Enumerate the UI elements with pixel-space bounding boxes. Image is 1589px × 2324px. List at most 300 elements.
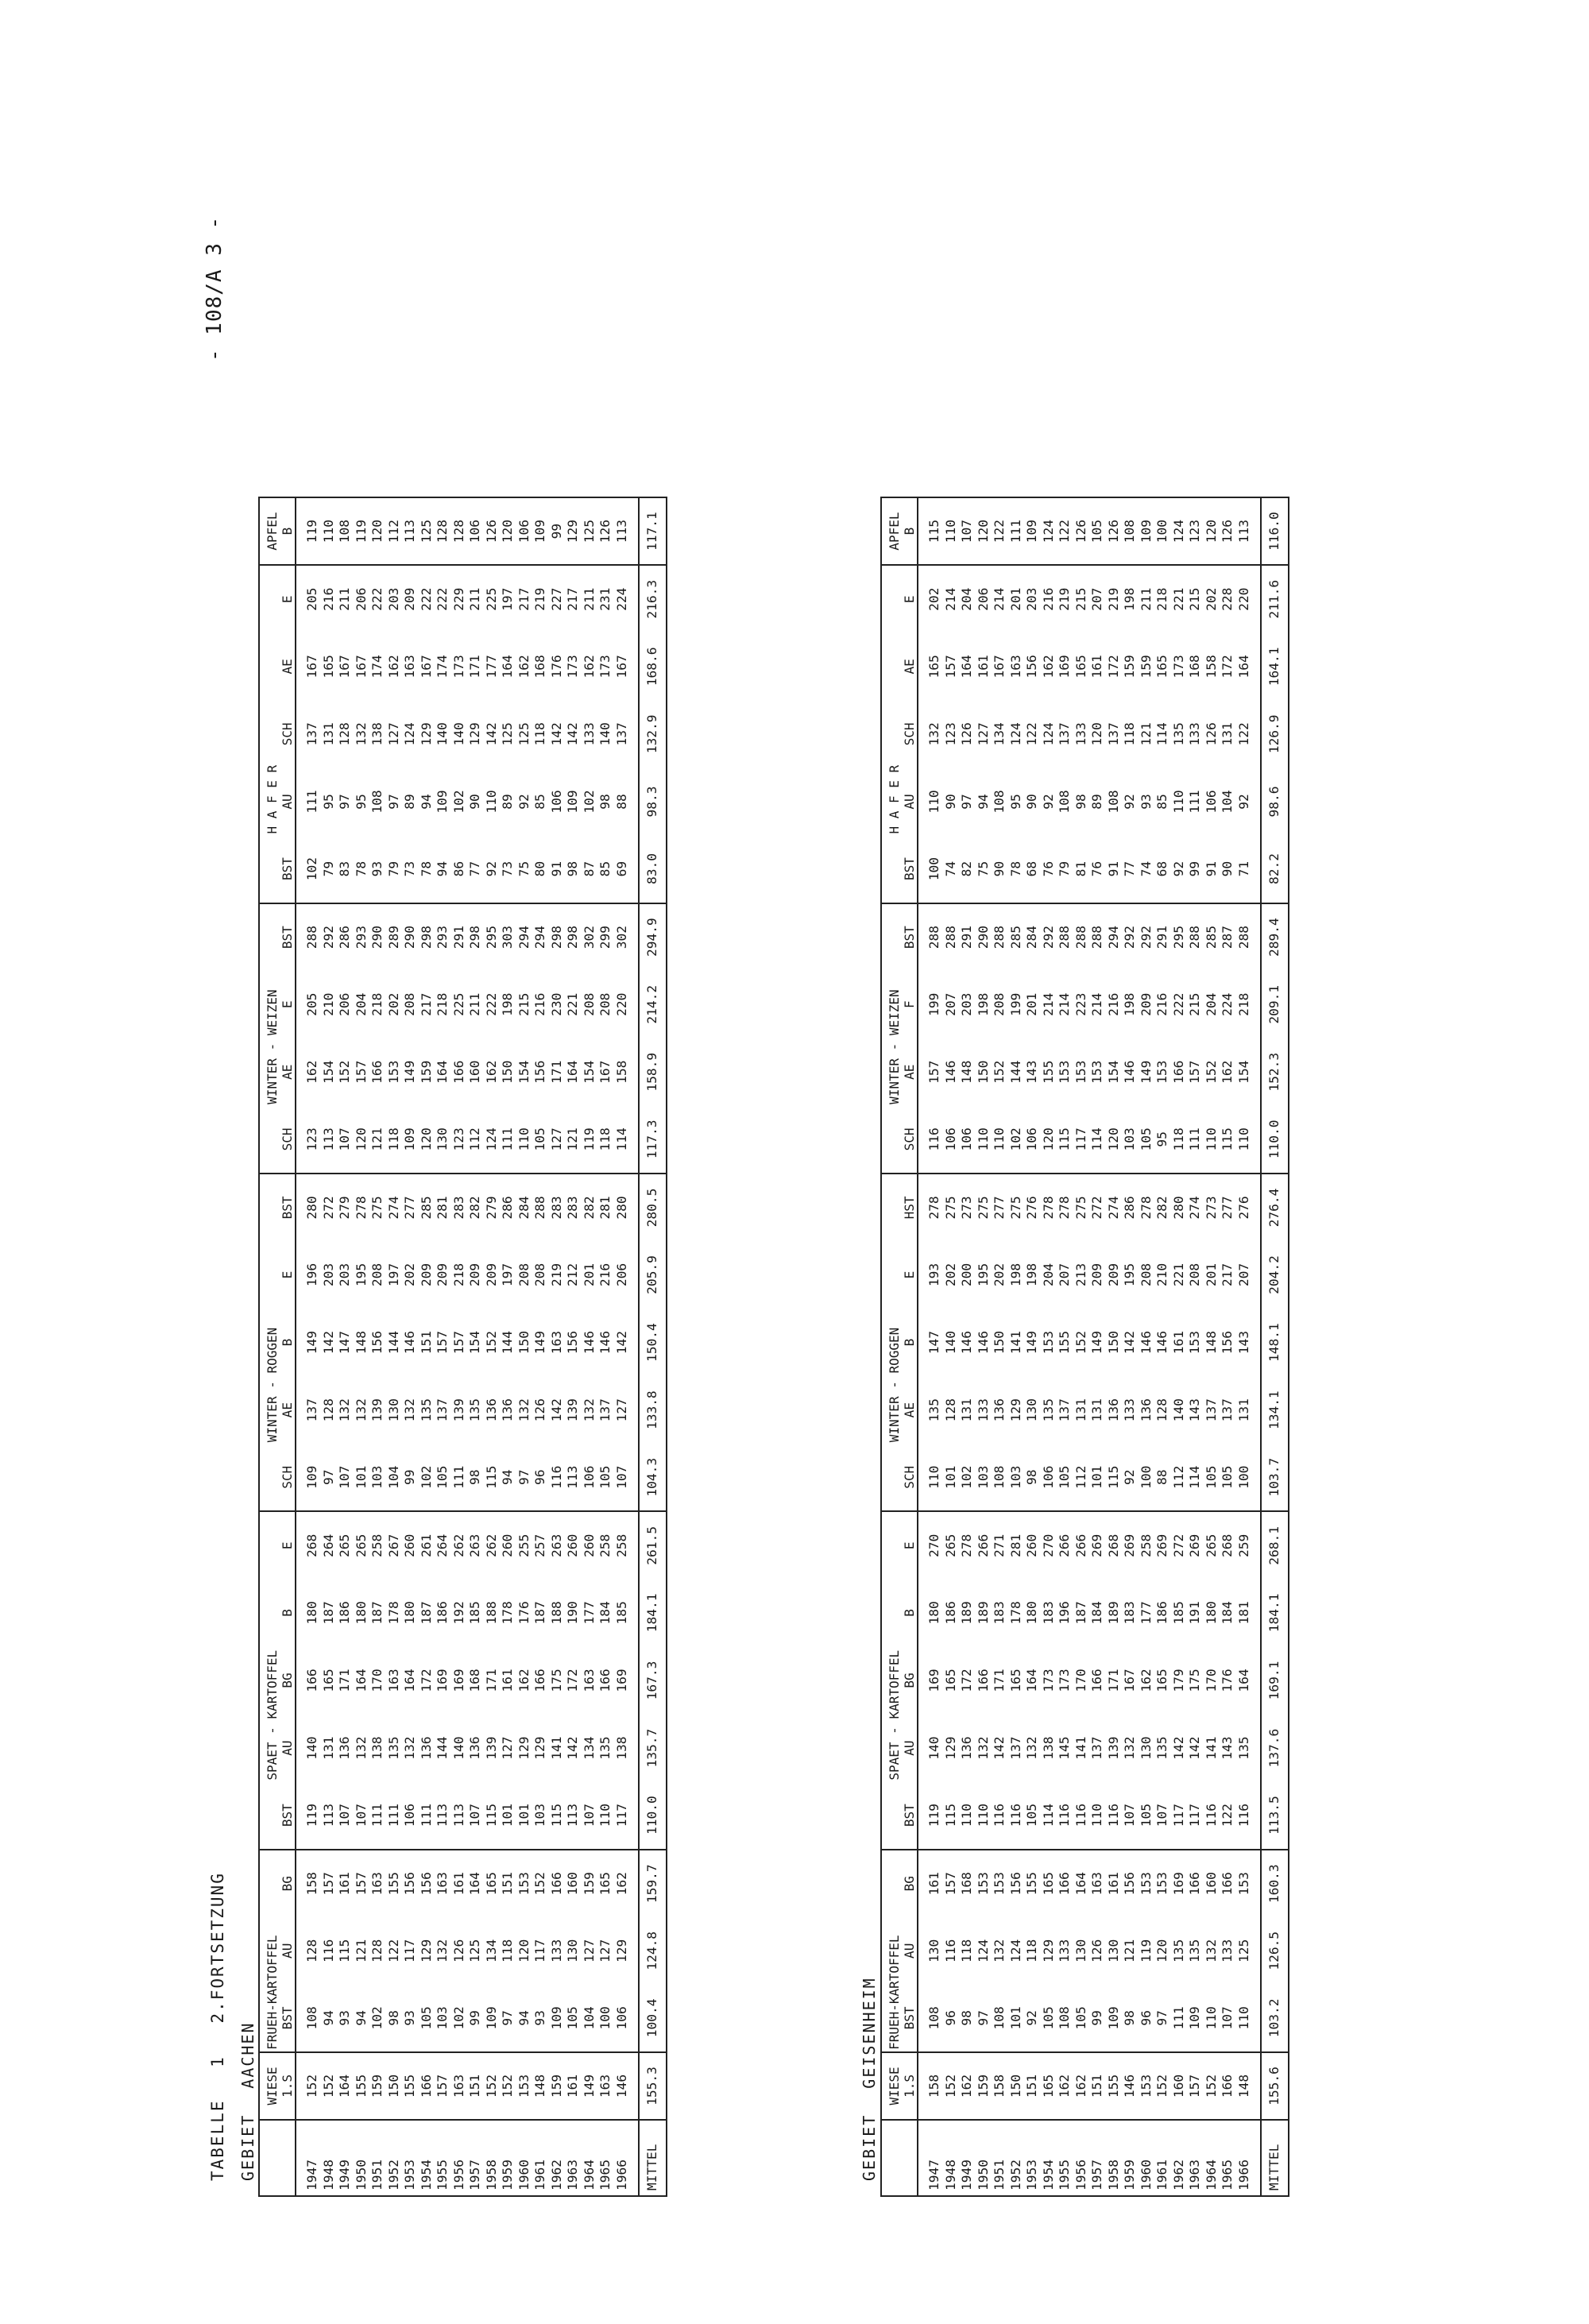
- year-cell: 1948: [943, 2120, 960, 2196]
- value-cell: 270: [1040, 1533, 1056, 1557]
- value-cell: 155: [402, 2052, 419, 2120]
- value-cell: 274: [385, 1196, 401, 1220]
- value-cell: 128: [942, 1398, 958, 1422]
- value-cell: 283: [450, 1196, 466, 1220]
- value-cell: 201: [1024, 992, 1039, 1016]
- year-cell: 1962: [1171, 2120, 1188, 2196]
- value-cell: 140: [450, 722, 466, 746]
- value-cell: 123: [942, 722, 958, 746]
- column-group-label: [887, 1580, 902, 1645]
- value-cell: 97: [321, 1444, 338, 1511]
- value-cell: 171: [992, 1669, 1007, 1692]
- value-cell: 209: [483, 1263, 499, 1287]
- year-cell: 1955: [435, 2120, 451, 2196]
- value-cell: 137: [304, 1398, 319, 1422]
- column-group-label: [265, 837, 280, 901]
- value-cell: 138: [1040, 1736, 1056, 1760]
- value-cell: 113: [565, 1782, 582, 1850]
- mean-value-cell: 137.6: [1261, 1715, 1289, 1782]
- value-cell: 285: [1007, 926, 1023, 949]
- value-cell: 110: [1204, 1106, 1220, 1174]
- table-row: [1089, 497, 1106, 2196]
- value-cell: 95: [1007, 794, 1023, 810]
- value-cell: 136: [418, 1736, 434, 1760]
- value-cell: 68: [1024, 836, 1041, 903]
- mean-row: [1261, 497, 1289, 2196]
- value-cell: 209: [1089, 1263, 1104, 1287]
- column-header: [881, 836, 918, 903]
- value-cell: 96: [532, 1444, 549, 1511]
- value-cell: 121: [353, 1939, 369, 1962]
- mean-value-cell: 117.3: [639, 1106, 667, 1174]
- column-sub-label: BST: [280, 1196, 295, 1220]
- value-cell: 149: [582, 2052, 598, 2120]
- value-cell: 154: [516, 1060, 532, 1084]
- value-cell: 171: [467, 655, 482, 679]
- value-cell: 151: [1089, 2052, 1106, 2120]
- value-cell: 92: [1122, 794, 1137, 810]
- value-cell: 136: [467, 1736, 482, 1760]
- value-cell: 101: [1008, 1985, 1025, 2052]
- value-cell: 139: [369, 1398, 385, 1422]
- value-cell: 133: [1057, 1939, 1072, 1962]
- value-cell: 105: [1139, 1782, 1155, 1850]
- value-cell: 161: [1089, 655, 1104, 679]
- value-cell: 187: [532, 1601, 547, 1625]
- value-cell: 99: [1089, 1985, 1106, 2052]
- mean-value-cell: 268.1: [1261, 1511, 1289, 1579]
- value-cell: 218: [435, 992, 450, 1016]
- value-cell: 195: [353, 1263, 369, 1287]
- value-cell: 130: [1138, 1736, 1154, 1760]
- value-cell: 142: [1122, 1330, 1137, 1355]
- value-cell: 136: [1105, 1398, 1121, 1422]
- column-group-label: H A F E R: [887, 764, 902, 834]
- value-cell: 174: [435, 655, 450, 679]
- value-cell: 124: [484, 1106, 501, 1174]
- mean-value-cell: 103.7: [1261, 1444, 1289, 1511]
- column-header: [881, 1106, 918, 1174]
- value-cell: 144: [1007, 1060, 1023, 1084]
- value-cell: 89: [1089, 794, 1104, 810]
- value-cell: 144: [385, 1330, 401, 1355]
- value-cell: 167: [992, 655, 1007, 679]
- value-cell: 260: [500, 1533, 515, 1557]
- value-cell: 156: [1024, 655, 1039, 679]
- value-cell: 155: [1040, 1060, 1056, 1084]
- value-cell: 136: [992, 1398, 1007, 1422]
- value-cell: 111: [1171, 1985, 1188, 2052]
- value-cell: 167: [418, 655, 434, 679]
- value-cell: 105: [1041, 1985, 1057, 2052]
- value-cell: 103: [1008, 1444, 1025, 1511]
- value-cell: 166: [1170, 1060, 1186, 1084]
- value-cell: 209: [1138, 992, 1154, 1016]
- value-cell: 108: [1105, 790, 1121, 814]
- value-cell: 98: [467, 1444, 484, 1511]
- year-cell: 1950: [354, 2120, 370, 2196]
- value-cell: 207: [1089, 587, 1104, 611]
- value-cell: 149: [1024, 1330, 1039, 1355]
- value-cell: 122: [1235, 722, 1251, 746]
- value-cell: 135: [1154, 1736, 1170, 1760]
- value-cell: 269: [1154, 1533, 1170, 1557]
- value-cell: 302: [581, 926, 597, 949]
- value-cell: 107: [337, 1106, 354, 1174]
- value-cell: 222: [1170, 992, 1186, 1016]
- value-cell: 189: [975, 1601, 991, 1625]
- value-cell: 288: [942, 926, 958, 949]
- column-group-label: [887, 1176, 902, 1239]
- value-cell: 100: [597, 1985, 614, 2052]
- value-cell: 118: [597, 1106, 614, 1174]
- value-cell: 122: [1220, 1782, 1236, 1850]
- value-cell: 201: [1007, 587, 1023, 611]
- value-cell: 278: [926, 1196, 941, 1220]
- value-cell: 217: [418, 992, 434, 1016]
- table-row: [597, 497, 614, 2196]
- table-row: [565, 497, 582, 2196]
- value-cell: 215: [1187, 587, 1202, 611]
- value-cell: 162: [516, 1669, 532, 1692]
- value-cell: 179: [1170, 1669, 1186, 1692]
- value-cell: 120: [419, 1106, 435, 1174]
- value-cell: 108: [1122, 497, 1139, 565]
- value-cell: 161: [450, 1872, 466, 1896]
- value-cell: 108: [1057, 1985, 1073, 2052]
- value-cell: 106: [516, 497, 533, 565]
- year-cell: 1947: [918, 2120, 943, 2196]
- value-cell: 175: [1187, 1669, 1202, 1692]
- value-cell: 146: [597, 1330, 613, 1355]
- value-cell: 278: [353, 1196, 369, 1220]
- table-row: [1122, 497, 1139, 2196]
- value-cell: 105: [435, 1444, 451, 1511]
- table-row: [1236, 497, 1262, 2196]
- value-cell: 137: [1203, 1398, 1219, 1422]
- value-cell: 74: [943, 836, 960, 903]
- value-cell: 269: [1089, 1533, 1104, 1557]
- mean-value-cell: 134.1: [1261, 1376, 1289, 1444]
- value-cell: 166: [597, 1669, 613, 1692]
- value-cell: 163: [369, 1872, 385, 1896]
- value-cell: 211: [581, 587, 597, 611]
- value-cell: 290: [402, 926, 417, 949]
- value-cell: 89: [402, 794, 417, 810]
- value-cell: 126: [1203, 722, 1219, 746]
- value-cell: 77: [467, 836, 484, 903]
- table-row: [1024, 497, 1041, 2196]
- table-row: [992, 497, 1008, 2196]
- value-cell: 110: [992, 1106, 1008, 1174]
- value-cell: 126: [450, 1939, 466, 1962]
- value-cell: 110: [959, 1782, 976, 1850]
- value-cell: 118: [1122, 722, 1137, 746]
- value-cell: 288: [992, 926, 1007, 949]
- year-header: [259, 2120, 296, 2196]
- value-cell: 116: [320, 1939, 336, 1962]
- year-cell: 1960: [1139, 2120, 1155, 2196]
- value-cell: 268: [304, 1533, 319, 1557]
- value-cell: 193: [926, 1263, 941, 1287]
- year-cell: 1953: [402, 2120, 419, 2196]
- value-cell: 103: [435, 1985, 451, 2052]
- value-cell: 146: [581, 1330, 597, 1355]
- value-cell: 104: [386, 1444, 403, 1511]
- value-cell: 203: [337, 1263, 352, 1287]
- value-cell: 215: [1187, 992, 1202, 1016]
- value-cell: 152: [500, 2052, 516, 2120]
- table-row: [1171, 497, 1188, 2196]
- value-cell: 177: [1138, 1601, 1154, 1625]
- column-group-label: WINTER - WEIZEN: [265, 989, 280, 1104]
- value-cell: 144: [500, 1330, 515, 1355]
- value-cell: 204: [959, 587, 974, 611]
- value-cell: 109: [1187, 1985, 1204, 2052]
- value-cell: 258: [597, 1533, 613, 1557]
- year-cell: 1955: [1057, 2120, 1073, 2196]
- value-cell: 92: [1171, 836, 1188, 903]
- mean-value-cell: 158.9: [639, 1038, 667, 1106]
- value-cell: 160: [565, 1872, 580, 1896]
- value-cell: 223: [1073, 992, 1088, 1016]
- value-cell: 115: [484, 1444, 501, 1511]
- value-cell: 94: [975, 794, 991, 810]
- column-sub-label: AE: [280, 659, 295, 675]
- year-cell: 1948: [321, 2120, 338, 2196]
- column-sub-label: SCH: [902, 722, 917, 746]
- column-header: [259, 700, 296, 768]
- value-cell: 133: [1220, 1939, 1235, 1962]
- column-sub-label: 1.S: [280, 2075, 295, 2098]
- value-cell: 150: [386, 2052, 403, 2120]
- value-cell: 166: [975, 1669, 991, 1692]
- year-cell: 1947: [296, 2120, 321, 2196]
- value-cell: 112: [1073, 1444, 1090, 1511]
- value-cell: 150: [975, 1060, 991, 1084]
- column-sub-label: AU: [902, 794, 917, 810]
- column-header: [259, 497, 296, 565]
- value-cell: 124: [1007, 722, 1023, 746]
- value-cell: 101: [354, 1444, 370, 1511]
- value-cell: 142: [992, 1736, 1007, 1760]
- value-cell: 171: [337, 1669, 352, 1692]
- column-group-label: WINTER - ROGGEN: [887, 1327, 902, 1443]
- value-cell: 118: [532, 722, 547, 746]
- value-cell: 137: [613, 722, 629, 746]
- value-cell: 110: [943, 497, 960, 565]
- value-cell: 110: [1236, 1985, 1262, 2052]
- value-cell: 150: [500, 1060, 515, 1084]
- value-cell: 282: [581, 1196, 597, 1220]
- value-cell: 170: [369, 1669, 385, 1692]
- value-cell: 291: [1154, 926, 1170, 949]
- value-cell: 129: [467, 722, 482, 746]
- column-group-label: H A F E R: [265, 764, 280, 834]
- value-cell: 120: [1154, 1939, 1170, 1962]
- value-cell: 115: [943, 1782, 960, 1850]
- value-cell: 94: [354, 1985, 370, 2052]
- value-cell: 162: [516, 655, 532, 679]
- value-cell: 164: [1073, 1872, 1088, 1896]
- value-cell: 122: [992, 497, 1008, 565]
- value-cell: 116: [1008, 1782, 1025, 1850]
- value-cell: 82: [959, 836, 976, 903]
- value-cell: 162: [304, 1060, 319, 1084]
- value-cell: 90: [992, 836, 1008, 903]
- value-cell: 166: [450, 1060, 466, 1084]
- column-header: [259, 1579, 296, 1646]
- column-sub-label: E: [902, 1541, 917, 1550]
- value-cell: 279: [483, 1196, 499, 1220]
- value-cell: 164: [402, 1669, 417, 1692]
- value-cell: 278: [1057, 1196, 1072, 1220]
- table-row: [1073, 497, 1090, 2196]
- value-cell: 101: [516, 1782, 533, 1850]
- value-cell: 116: [549, 1444, 566, 1511]
- value-cell: 165: [942, 1669, 958, 1692]
- value-cell: 219: [532, 587, 547, 611]
- value-cell: 290: [975, 926, 991, 949]
- value-cell: 152: [484, 2052, 501, 2120]
- value-cell: 113: [565, 1444, 582, 1511]
- value-cell: 255: [516, 1533, 532, 1557]
- value-cell: 157: [353, 1060, 369, 1084]
- value-cell: 185: [467, 1601, 482, 1625]
- value-cell: 131: [1073, 1398, 1088, 1422]
- value-cell: 117: [1171, 1782, 1188, 1850]
- value-cell: 120: [1041, 1106, 1057, 1174]
- value-cell: 164: [565, 1060, 580, 1084]
- value-cell: 230: [548, 992, 564, 1016]
- year-cell: 1950: [976, 2120, 992, 2196]
- value-cell: 85: [597, 836, 614, 903]
- value-cell: 149: [1138, 1060, 1154, 1084]
- value-cell: 262: [483, 1533, 499, 1557]
- value-cell: 143: [1024, 1060, 1039, 1084]
- value-cell: 126: [597, 497, 614, 565]
- value-cell: 129: [565, 497, 582, 565]
- value-cell: 274: [1105, 1196, 1121, 1220]
- value-cell: 265: [353, 1533, 369, 1557]
- value-cell: 114: [1187, 1444, 1204, 1511]
- value-cell: 294: [516, 926, 532, 949]
- mean-value-cell: 103.2: [1261, 1985, 1289, 2052]
- value-cell: 116: [1236, 1782, 1262, 1850]
- value-cell: 272: [320, 1196, 336, 1220]
- mean-value-cell: 82.2: [1261, 836, 1289, 903]
- column-group-label: [887, 1445, 902, 1509]
- value-cell: 140: [597, 722, 613, 746]
- value-cell: 125: [516, 722, 532, 746]
- value-cell: 126: [1073, 497, 1090, 565]
- value-cell: 91: [1204, 836, 1220, 903]
- column-sub-label: F: [902, 1000, 917, 1009]
- value-cell: 97: [337, 794, 352, 810]
- value-cell: 132: [337, 1398, 352, 1422]
- value-cell: 159: [369, 2052, 386, 2120]
- value-cell: 119: [1138, 1939, 1154, 1962]
- value-cell: 132: [516, 1398, 532, 1422]
- value-cell: 102: [450, 790, 466, 814]
- value-cell: 108: [992, 1985, 1008, 2052]
- value-cell: 173: [565, 655, 580, 679]
- value-cell: 166: [1220, 2052, 1236, 2120]
- value-cell: 79: [1057, 836, 1073, 903]
- value-cell: 132: [975, 1736, 991, 1760]
- value-cell: 140: [926, 1736, 941, 1760]
- year-cell: 1956: [451, 2120, 468, 2196]
- value-cell: 111: [500, 1106, 516, 1174]
- value-cell: 125: [582, 497, 598, 565]
- value-cell: 224: [613, 587, 629, 611]
- value-cell: 109: [1139, 497, 1155, 565]
- value-cell: 176: [548, 655, 564, 679]
- value-cell: 99: [1187, 836, 1204, 903]
- value-cell: 113: [321, 1106, 338, 1174]
- value-cell: 164: [467, 1872, 482, 1896]
- value-cell: 107: [959, 497, 976, 565]
- value-cell: 276: [1024, 1196, 1039, 1220]
- value-cell: 106: [582, 1444, 598, 1511]
- column-sub-label: E: [902, 595, 917, 604]
- year-cell: 1961: [532, 2120, 549, 2196]
- value-cell: 208: [1187, 1263, 1202, 1287]
- value-cell: 135: [1187, 1939, 1202, 1962]
- value-cell: 146: [1122, 1060, 1137, 1084]
- value-cell: 221: [1170, 1263, 1186, 1287]
- value-cell: 97: [976, 1985, 992, 2052]
- value-cell: 110: [918, 1444, 943, 1511]
- value-cell: 142: [565, 1736, 580, 1760]
- data-table-aachen: [258, 497, 667, 2197]
- table-row: [1057, 497, 1073, 2196]
- value-cell: 261: [418, 1533, 434, 1557]
- value-cell: 288: [926, 926, 941, 949]
- value-cell: 209: [467, 1263, 482, 1287]
- value-cell: 160: [1171, 2052, 1188, 2120]
- value-cell: 152: [1203, 1060, 1219, 1084]
- value-cell: 130: [926, 1939, 941, 1962]
- column-sub-label: BG: [280, 1672, 295, 1688]
- value-cell: 129: [942, 1736, 958, 1760]
- value-cell: 150: [516, 1330, 532, 1355]
- value-cell: 162: [613, 1872, 629, 1896]
- column-sub-label: SCH: [902, 1127, 917, 1151]
- value-cell: 93: [402, 1985, 419, 2052]
- value-cell: 152: [1154, 2052, 1171, 2120]
- value-cell: 142: [483, 722, 499, 746]
- value-cell: 98: [565, 836, 582, 903]
- column-header: [881, 1579, 918, 1646]
- value-cell: 203: [1024, 587, 1039, 611]
- value-cell: 157: [450, 1330, 466, 1355]
- value-cell: 102: [369, 1985, 386, 2052]
- table-row: [976, 497, 992, 2196]
- column-sub-label: B: [280, 1338, 295, 1347]
- value-cell: 216: [1154, 992, 1170, 1016]
- value-cell: 162: [959, 2052, 976, 2120]
- value-cell: 111: [451, 1444, 468, 1511]
- value-cell: 146: [975, 1330, 991, 1355]
- value-cell: 132: [353, 1736, 369, 1760]
- value-cell: 192: [450, 1601, 466, 1625]
- value-cell: 272: [1170, 1533, 1186, 1557]
- value-cell: 111: [419, 1782, 435, 1850]
- value-cell: 181: [1235, 1601, 1251, 1625]
- value-cell: 110: [1170, 790, 1186, 814]
- value-cell: 150: [1105, 1330, 1121, 1355]
